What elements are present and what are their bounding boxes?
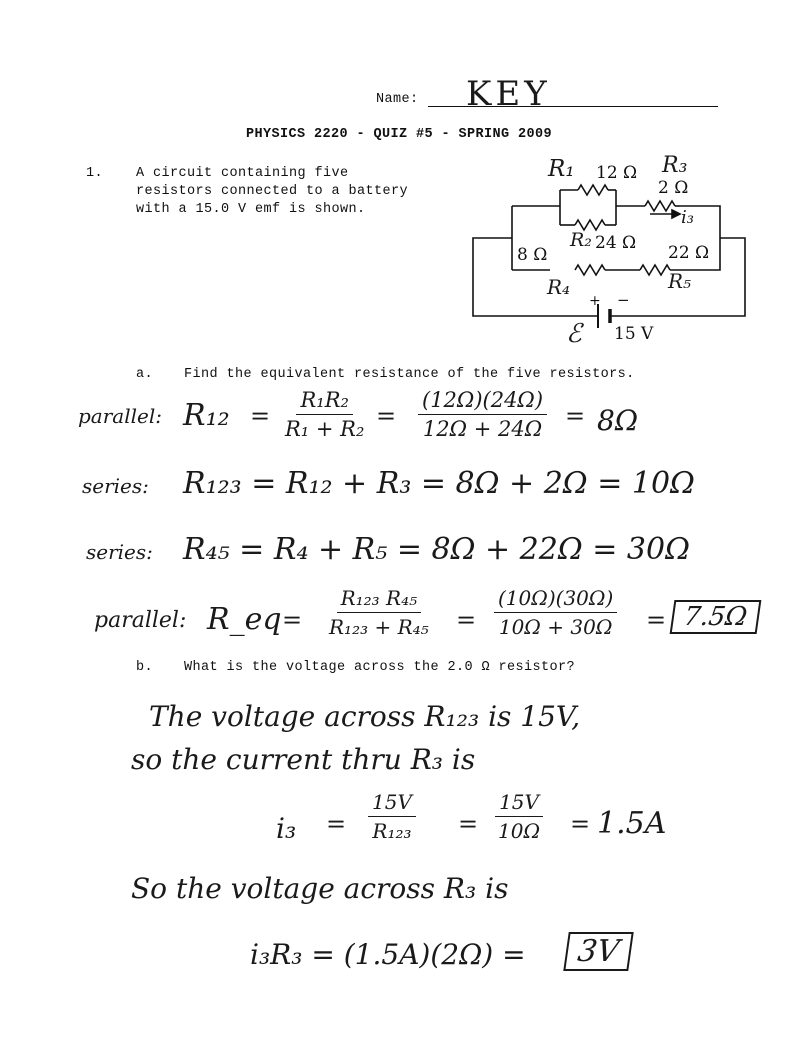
fraction-numerator: R₁R₂ [296,388,352,415]
solution-b-sentence-2: so the current thru R₃ is [131,743,476,776]
equals-sign: = [326,810,347,838]
fraction-denominator: 10Ω + 30Ω [498,615,613,639]
i3-lhs: i₃ [276,812,297,845]
v3-result-box: 3V [563,932,633,971]
problem-text-line-3: with a 15.0 V emf is shown. [136,202,366,217]
series-label-2: series: [86,540,153,564]
fraction-numerator: (12Ω)(24Ω) [418,388,547,415]
r12-lhs: R₁₂ [183,398,230,433]
part-a-letter: a. [136,367,154,382]
r4-resistor [575,265,605,275]
name-label: Name: [376,92,419,107]
r2-label: R₂ [570,229,592,251]
problem-text-line-2: resistors connected to a battery [136,184,409,199]
r3-value: 2 Ω [658,178,689,198]
solution-b-sentence-1: The voltage across R₁₂₃ is 15V, [149,700,581,733]
r3-resistor [645,201,675,211]
i3-result: 1.5A [597,806,667,841]
r1-value: 12 Ω [596,163,638,183]
fraction-numerator: (10Ω)(30Ω) [494,586,617,613]
req-result-box: 7.5Ω [670,600,762,634]
r2-value: 24 Ω [595,233,637,253]
fraction-numerator: 15V [368,790,416,817]
parallel-label-2: parallel: [94,608,187,633]
equals-sign: = [646,606,667,634]
r123-equation: R₁₂₃ = R₁₂ + R₃ = 8Ω + 2Ω = 10Ω [183,466,695,501]
solution-b-sentence-3: So the voltage across R₃ is [131,872,509,905]
quiz-title: PHYSICS 2220 - QUIZ #5 - SPRING 2009 [246,127,553,142]
r3-label: R₃ [662,153,688,178]
fraction-10-30 [494,586,617,639]
part-b-question: What is the voltage across the 2.0 Ω resistor? [184,660,576,675]
equals-sign: = [282,606,303,634]
equals-sign: = [376,402,397,430]
fraction-15v-r123 [368,790,416,843]
fraction-denominator: 12Ω + 24Ω [422,417,543,441]
battery-value: 15 V [614,324,654,344]
equals-sign: = [250,402,271,430]
problem-text-line-1: A circuit containing five [136,166,349,181]
current-label: i₃ [681,207,694,228]
fraction-denominator: R₁₂₃ [372,819,412,843]
r1-label: R₁ [548,156,575,182]
r12-result: 8Ω [597,404,639,437]
r5-resistor [640,265,670,275]
fraction-r123-r45 [325,586,433,639]
fraction-r1r2 [281,388,368,441]
fraction-numerator: R₁₂₃ R₄₅ [337,586,422,613]
fraction-12-24 [418,388,547,441]
r5-value: 22 Ω [668,243,710,263]
parallel-label-1: parallel: [78,404,162,428]
battery-minus: − [617,291,630,309]
r1-resistor [578,185,608,195]
fraction-15v-10ohm [494,790,544,843]
v3-equation: i₃R₃ = (1.5A)(2Ω) = [250,938,526,971]
fraction-denominator: 10Ω [498,819,541,843]
battery-plus: + [589,293,601,309]
series-label-1: series: [82,474,149,498]
part-a-question: Find the equivalent resistance of the five resistors. [184,367,635,382]
equals-sign: = [570,810,591,838]
r5-label: R₅ [668,269,692,293]
emf-label: ℰ [566,319,582,349]
equals-sign: = [565,402,586,430]
equals-sign: = [458,810,479,838]
name-value: KEY [466,74,551,114]
fraction-numerator: 15V [495,790,543,817]
r45-equation: R₄₅ = R₄ + R₅ = 8Ω + 22Ω = 30Ω [183,532,690,567]
part-b-letter: b. [136,660,154,675]
fraction-denominator: R₁₂₃ + R₄₅ [329,615,429,639]
equals-sign: = [456,606,477,634]
problem-number: 1. [86,166,104,181]
r4-label: R₄ [547,275,571,299]
r4-value: 8 Ω [517,245,548,265]
req-lhs: R_eq [207,602,282,637]
fraction-denominator: R₁ + R₂ [285,417,365,441]
